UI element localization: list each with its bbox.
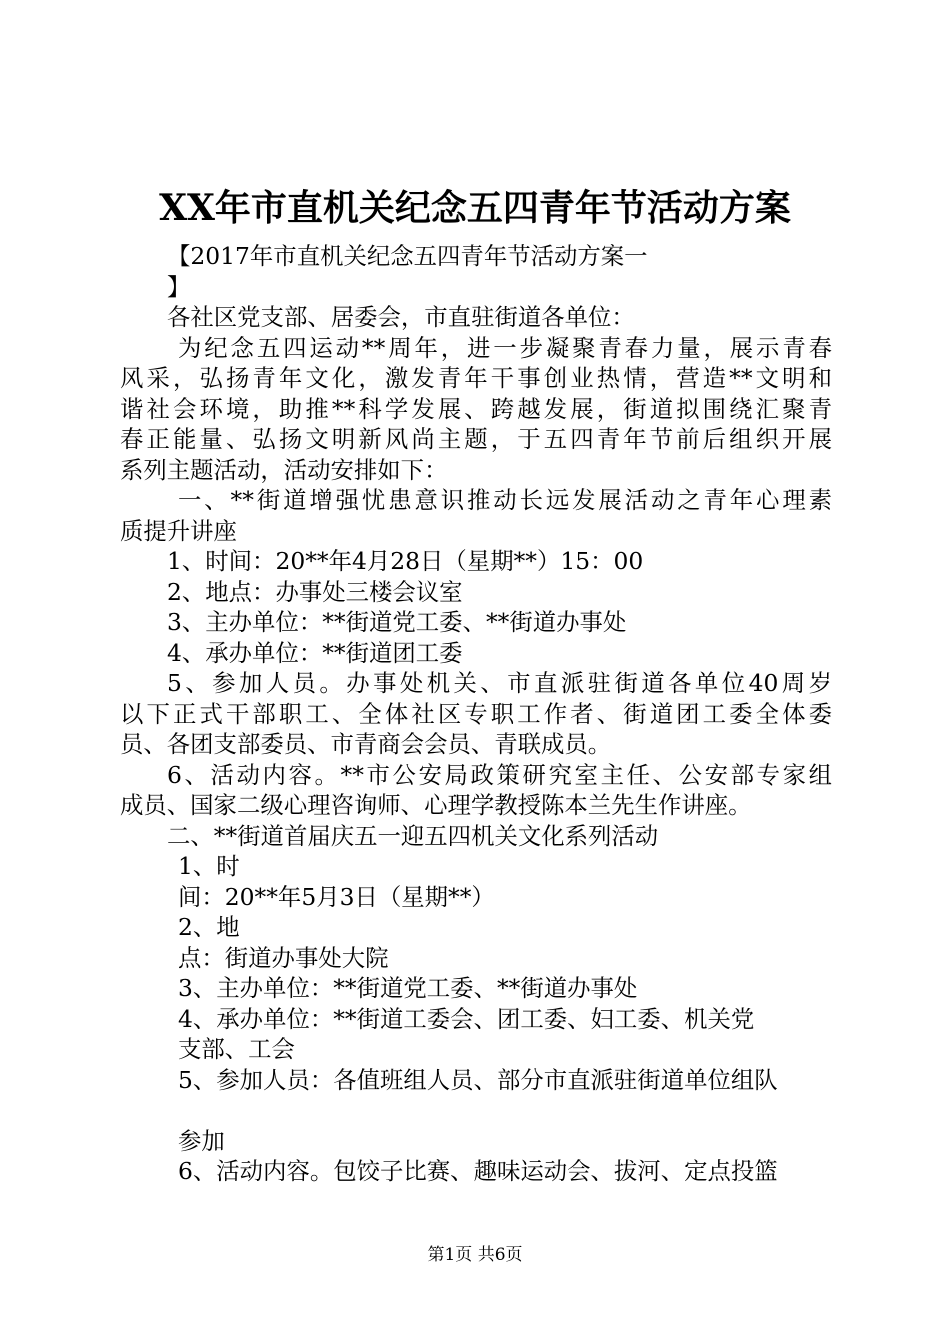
list-item: 3、主办单位：**街道党工委、**街道办事处 (167, 608, 627, 636)
document-title: XX年市直机关纪念五四青年节活动方案 (159, 187, 791, 229)
subtitle-line-1: 【2017年市直机关纪念五四青年节活动方案一 (167, 242, 648, 270)
list-item: 3、主办单位：**街道党工委、**街道办事处 (178, 974, 638, 1002)
list-item-continued: 支部、工会 (178, 1035, 295, 1063)
paragraph-line: 春正能量、弘扬文明新风尚主题，于五四青年节前后组织开展 (120, 425, 832, 453)
list-item: 5、参加人员。办事处机关、市直派驻街道各单位40周岁 (167, 669, 832, 697)
list-item-continued: 间：20**年5月3日（星期**） (178, 882, 495, 911)
paragraph-line: 风采，弘扬青年文化，激发青年干事创业热情，营造**文明和 (120, 364, 832, 392)
list-item: 1、时间：20**年4月28日（星期**）15：00 (167, 547, 644, 575)
salutation: 各社区党支部、居委会，市直驻街道各单位： (167, 303, 635, 331)
list-item: 6、活动内容。包饺子比赛、趣味运动会、拔河、定点投篮 (178, 1157, 778, 1185)
subtitle-line-2: 】 (167, 272, 191, 301)
page-indicator: 第1页 共6页 (427, 1245, 523, 1265)
list-item-continued: 参加 (178, 1126, 225, 1155)
list-item: 6、活动内容。**市公安局政策研究室主任、公安部专家组 (167, 760, 832, 789)
document-body (120, 241, 832, 1187)
list-item-continued: 成员、国家二级心理咨询师、心理学教授陈本兰先生作讲座。 (120, 791, 752, 819)
list-item: 5、参加人员：各值班组人员、部分市直派驻街道单位组队 (178, 1065, 778, 1094)
paragraph-line: 为纪念五四运动**周年，进一步凝聚青春力量，展示青春 (178, 333, 832, 362)
list-item: 2、地 (178, 913, 240, 941)
list-item: 4、承办单位：**街道工委会、团工委、妇工委、机关党 (178, 1004, 755, 1033)
list-item-continued: 以下正式干部职工、全体社区专职工作者、街道团工委全体委 (120, 699, 832, 728)
paragraph-line: 系列主题活动，活动安排如下： (120, 455, 448, 484)
list-item-continued: 点：街道办事处大院 (178, 943, 389, 972)
list-item: 2、地点：办事处三楼会议室 (167, 577, 463, 606)
section-heading-line: 质提升讲座 (120, 516, 237, 545)
section-heading-line: 二、**街道首届庆五一迎五四机关文化系列活动 (167, 821, 659, 850)
blank-line (120, 1095, 832, 1126)
section-heading-line: 一、**街道增强忧患意识推动长远发展活动之青年心理素 (178, 486, 832, 514)
list-item: 1、时 (178, 852, 240, 880)
list-item-continued: 员、各团支部委员、市青商会会员、青联成员。 (120, 730, 612, 758)
paragraph-line: 谐社会环境，助推**科学发展、跨越发展，街道拟围绕汇聚青 (120, 394, 832, 423)
list-item: 4、承办单位：**街道团工委 (167, 638, 463, 667)
